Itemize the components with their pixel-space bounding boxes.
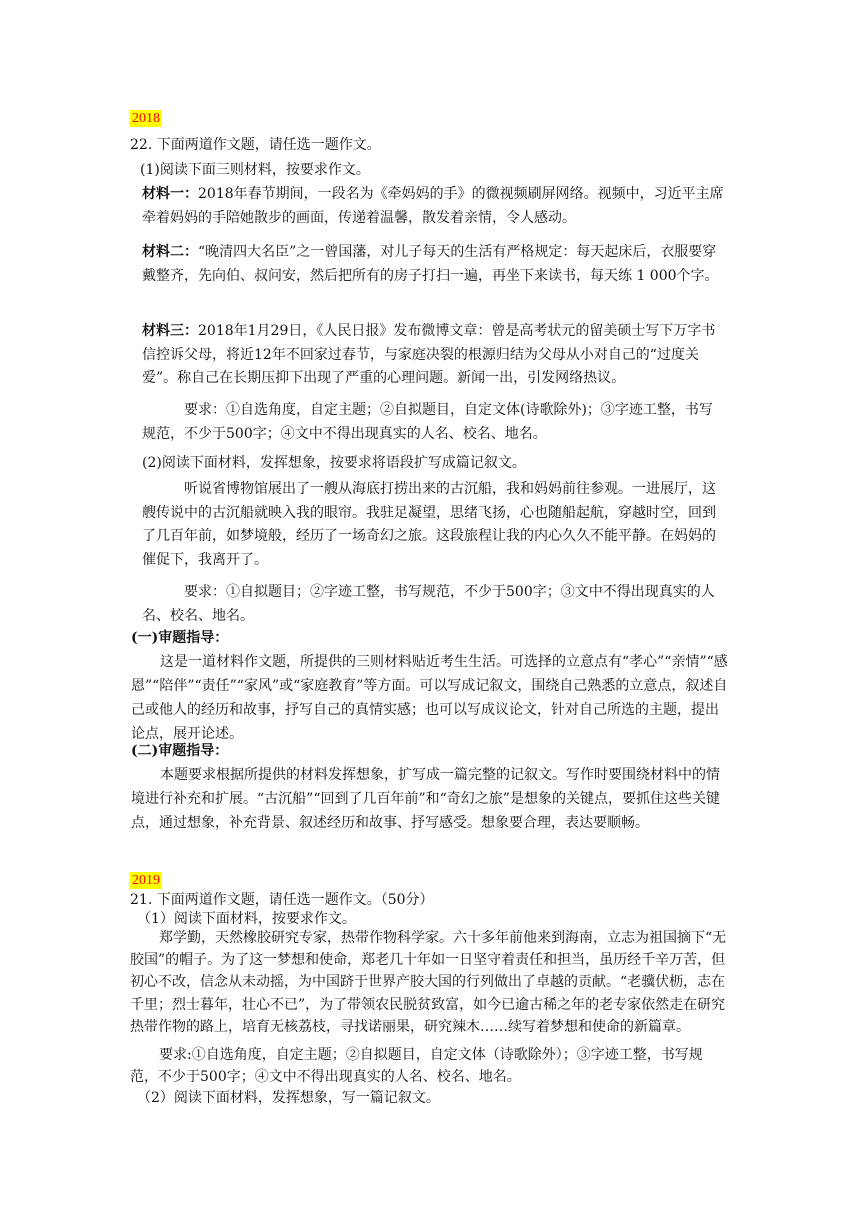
year-marker-2019	[130, 872, 162, 889]
material-two-text: “晚清四大名臣”之一曾国藩，对儿子每天的生活有严格规定：每天起床后，衣服要穿戴整齐，先向伯、叔问安，然后把所有的房子打扫一遍，再坐下来读书，每天练 1 000个字。	[142, 244, 719, 284]
material-one-text: 2018年春节期间，一段名为《牵妈妈的手》的微视频刷屏网络。视频中，习近平主席牵着妈妈的手陪她散步的画面，传递着温馨，散发着亲情，令人感动。	[142, 186, 724, 226]
question-heading: 22. 下面两道作文题，请任选一题作文。	[130, 137, 381, 153]
material-two-label: 材料二：	[142, 244, 198, 260]
part1-passage: 郑学勤，天然橡胶研究专家，热带作物科学家。六十多年前他来到海南，立志为祖国摘下“无胶国”的帽子。为了这一梦想和使命，郑老几十年如一日坚守着责任和担当，虽历经千辛万苦，但初心不改，信念从未动摇，为中国跻于世界产胶大国的行列做出了卓越的贡献。“老骥伏枥，志在千里；烈士暮年，壮心不已”，为了带领农民脱贫致富，如今已逾古稀之年的老专家依然走在研究热带作物的路上，培育无核荔枝，寻找诺丽果，研究辣木……续写着梦想和使命的新篇章。	[130, 930, 727, 1035]
part2-passage: 听说省博物馆展出了一艘从海底打捞出来的古沉船，我和妈妈前往参观。一进展厅，这艘传说中的古沉船就映入我的眼帘。我驻足凝望，思绪飞扬，心也随船起航，穿越时空，回到了几百年前，如梦境般，经历了一场奇幻之旅。这段旅程让我的内心久久不能平静。在妈妈的催促下，我离开了。	[142, 481, 716, 568]
material-three-text: 2018年1月29日，《人民日报》发布微博文章：曾是高考状元的留美硕士写下万字书信控诉父母，将近12年不回家过春节，与家庭决裂的根源归结为父母从小对自己的“过度关爱”。称自己在长期压抑下出现了严重的心理问题。新闻一出，引发网络热议。	[142, 323, 716, 387]
material-one-label: 材料一：	[142, 186, 198, 202]
part2-intro: (2)阅读下面材料，发挥想象，按要求将语段扩写成篇记叙文。	[142, 455, 526, 471]
guide-1-text: 这是一道材料作文题，所提供的三则材料贴近考生生活。可选择的立意点有“孝心”“亲情”“感恩”“陪伴”“责任”“家风”或“家庭教育”等方面。可以写成记叙文，围绕自己熟悉的立意点，叙述自己或他人的经历和故事，抒写自己的真情实感；也可以写成议论文，针对自己所选的主题，提出论点，展开论述。	[131, 654, 728, 742]
part1-intro: （1）阅读下面材料，按要求作文。	[137, 911, 356, 927]
material-three-label: 材料三：	[142, 323, 198, 339]
part1-intro: (1)阅读下面三则材料，按要求作文。	[140, 162, 370, 178]
year-marker-2018	[130, 110, 162, 127]
part2-intro: （2）阅读下面材料，发挥想象，写一篇记叙文。	[137, 1090, 440, 1106]
guide-2-text: 本题要求根据所提供的材料发挥想象，扩写成一篇完整的记叙文。写作时要围绕材料中的情境进行补充和扩展。“古沉船”“回到了几百年前”和“奇幻之旅”是想象的关键点，要抓住这些关键点，通过想象，补充背景、叙述经历和故事、抒写感受。想象要合理，表达要顺畅。	[131, 767, 720, 831]
year-label: 2019	[132, 873, 160, 888]
year-label: 2018	[132, 111, 160, 126]
requirement-1: 要求:①自选角度，自定主题；②自拟题目，自定文体（诗歌除外）；③字迹工整，书写规范，不少于500字；④文中不得出现真实的人名、校名、地名。	[130, 1047, 703, 1085]
guide-2-title: (二)审题指导：	[131, 743, 229, 759]
requirement-1: 要求：①自选角度，自定主题；②自拟题目，自定文体(诗歌除外)；③字迹工整，书写规范，不少于500字；④文中不得出现真实的人名、校名、地名。	[142, 402, 713, 442]
question-heading: 21. 下面两道作文题，请任选一题作文。（50分）	[130, 892, 434, 908]
material-three	[142, 320, 726, 391]
material-two	[142, 241, 726, 288]
material-one	[142, 183, 726, 230]
guide-1-title: (一)审题指导：	[131, 630, 229, 646]
requirement-2: 要求：①自拟题目；②字迹工整，书写规范，不少于500字；③文中不得出现真实的人名、校名、地名。	[142, 584, 715, 624]
